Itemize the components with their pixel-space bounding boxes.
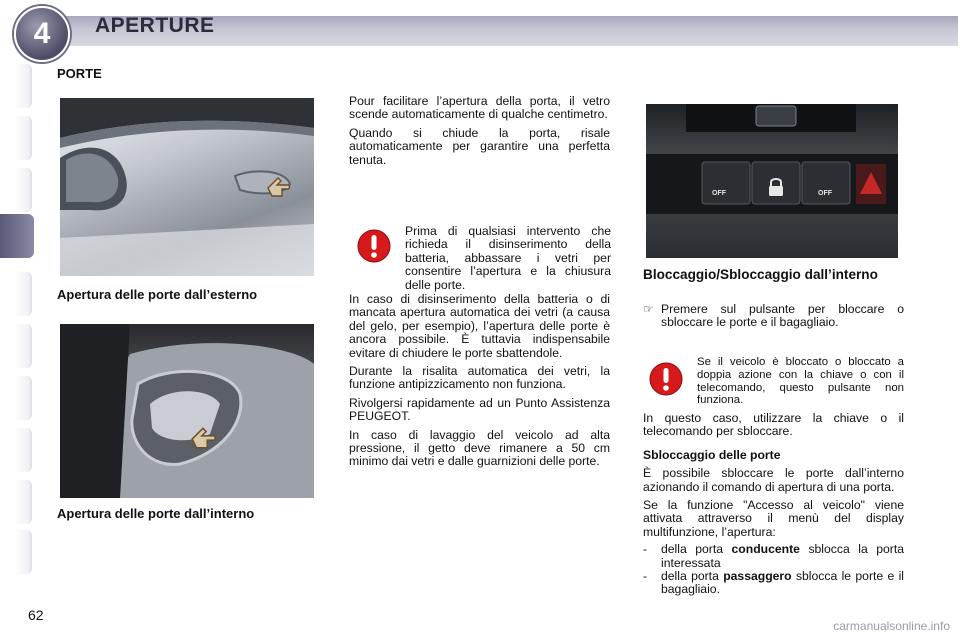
column-3-bullet [643, 303, 904, 330]
bullet-text: Premere sul pulsante per bloccare o sbloccare le porte e il bagagliaio. [661, 302, 904, 330]
paragraph: Rivolgersi rapidamente ad un Punto Assistenza PEUGEOT. [349, 395, 610, 424]
interior-door-photo [60, 324, 314, 498]
chapter-badge [14, 6, 70, 62]
list-item [643, 570, 904, 597]
paragraph: Se la funzione "Accesso al veicolo" viene attivata attraverso il menù del display multifunzione, l’apertura: [643, 498, 904, 539]
list-text [661, 570, 904, 597]
paragraph: È possibile sbloccare le porte dall’interno azionando il comando di apertura di una porta. [643, 466, 904, 494]
list-suffix: sblocca la porta interessata [661, 542, 905, 570]
sub-heading: Sbloccaggio delle porte [643, 447, 781, 462]
console-panel-photo [646, 104, 898, 258]
column-2-warning: Prima di qualsiasi intervento che richieda il disinserimento della batteria, abbassare i vetri per consentire l’apertura e la chiusura delle porte. [405, 224, 611, 292]
column-3-body [643, 412, 904, 597]
list-item [643, 543, 904, 570]
paragraph: Durante la risalita automatica dei vetri, la funzione antipizzicamento non funziona. [349, 364, 610, 392]
section-title: PORTE [57, 66, 102, 81]
paragraph: In caso di lavaggio del veicolo ad alta pressione, il getto deve rimanere a 50 cm minimo dai vetri e dalle guarnizioni delle porte. [349, 427, 610, 469]
list-prefix: della porta [661, 569, 719, 584]
column-2-intro [349, 95, 610, 172]
page-number: 62 [28, 607, 44, 623]
exterior-door-photo [60, 98, 314, 276]
list-prefix: della porta [661, 542, 724, 557]
watermark: carmanualsonline.info [833, 619, 950, 633]
list-text [661, 543, 904, 570]
paragraph: Quando si chiude la porta, risale automaticamente per garantire una perfetta tenuta. [349, 125, 610, 167]
panel-off-label: OFF [712, 190, 726, 197]
column-2-body [349, 293, 610, 474]
column-3-warning: Se il veicolo è bloccato o bloccato a doppia azione con la chiave o con il telecomando, questo pulsante non funziona. [697, 356, 904, 407]
list-bold: passaggero [723, 569, 792, 584]
list-dash: - [643, 542, 648, 557]
chapter-tab-5[interactable] [14, 272, 32, 316]
chapter-tab-3[interactable] [14, 168, 32, 212]
caption-exterior: Apertura delle porte dall’esterno [57, 287, 258, 302]
chapter-title: APERTURE [95, 14, 215, 37]
chapter-tab-4-active[interactable] [0, 214, 34, 258]
chapter-tab-2[interactable] [14, 116, 32, 160]
caption-interior: Apertura delle porte dall’interno [57, 506, 255, 521]
list-suffix: sblocca le porte e il bagagliaio. [661, 569, 905, 597]
list-bold: conducente [731, 542, 800, 557]
chapter-tab-8[interactable] [14, 428, 32, 472]
chapter-tab-10[interactable] [14, 530, 32, 574]
paragraph: Pour facilitare l’apertura della porta, il vetro scende automaticamente di qualche centimetro. [349, 94, 610, 122]
hand-pointer-icon [190, 424, 218, 452]
lock-icon [766, 176, 786, 198]
chapter-number: 4 [33, 17, 51, 50]
pointing-hand-icon: ☞ [643, 302, 654, 316]
chapter-tab-6[interactable] [14, 324, 32, 368]
hand-pointer-icon [266, 174, 292, 200]
chapter-tab-9[interactable] [14, 480, 32, 524]
chapter-tab-7[interactable] [14, 376, 32, 420]
paragraph: In caso di disinserimento della batteria o di mancata apertura automatica dei vetri (a causa del gelo, per esempio), l’apertura delle porte è ancora possibile. È tuttavia indispensabile evitare di chiudere le porte sbattendole. [349, 292, 610, 360]
list-dash: - [643, 569, 648, 584]
column-3-heading: Bloccaggio/Sbloccaggio dall’interno [643, 267, 878, 282]
chapter-tabs [0, 64, 34, 576]
warning-icon [649, 362, 683, 396]
warning-icon [357, 229, 391, 263]
paragraph: In questo caso, utilizzare la chiave o il telecomando per sbloccare. [643, 411, 904, 439]
chapter-tab-1[interactable] [14, 64, 32, 108]
panel-off-label: OFF [818, 190, 832, 197]
